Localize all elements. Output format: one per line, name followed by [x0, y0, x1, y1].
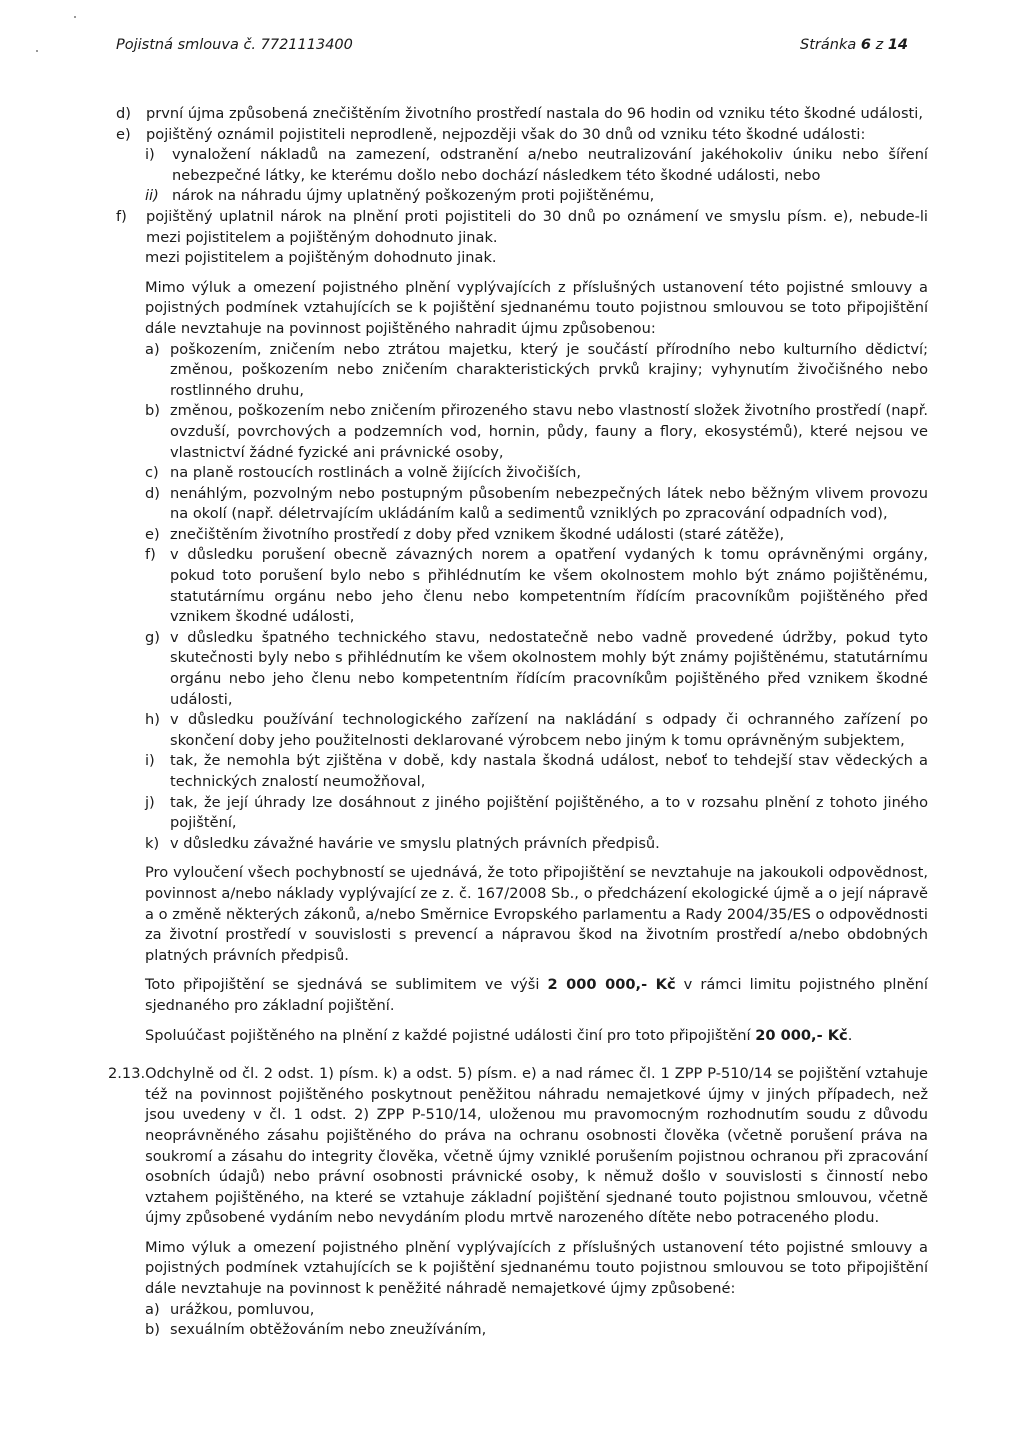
list-text: v důsledku používání technologického zařízení na nakládání s odpady či ochranného zařízení po skončení doby jeho použitelnosti deklarované výrobcem nebo jiným k tomu oprávněným subjektem,	[170, 711, 928, 749]
deductible-text-end: .	[847, 1026, 853, 1044]
list-text: pojištěný uplatnil nárok na plnění proti pojistiteli do 30 dnů po oznámení ve smyslu písm. e), nebude-li mezi pojistitelem a pojištěným dohodnuto jinak.	[146, 207, 928, 246]
contract-number: Pojistná smlouva č. 7721113400	[116, 37, 353, 53]
list-item	[145, 1320, 928, 1341]
list-item	[145, 751, 928, 792]
list-item	[145, 401, 928, 463]
list-text: v důsledku špatného technického stavu, nedostatečně nebo vadně provedené údržby, pokud tyto skutečnosti byly nebo s přihlédnutím ke všem okolnostem mohly být známy pojištěnému, statutárnímu orgánu nebo jeho členu nebo kompetentním řídícím pracovníkům pojištěného před vznikem škodné události,	[170, 628, 928, 708]
list-item	[145, 525, 928, 546]
list-text: znečištěním životního prostředí z doby před vznikem škodné události (staré zátěže),	[170, 525, 785, 543]
list-marker: j)	[145, 793, 155, 811]
sublist-item	[145, 186, 928, 207]
list-item	[116, 125, 928, 146]
list-item	[145, 545, 928, 627]
scan-speck	[74, 16, 76, 18]
list-text: v důsledku porušení obecně závazných norem a opatření vydaných k tomu oprávněnými orgány, pokud toto porušení bylo nebo s přihlédnutím ke všem okolnostem mohlo být známo pojištěnému, statutárnímu orgánu nebo jeho členu nebo kompetentním řídícím pracovníkům pojištěného před vznikem škodné události,	[170, 546, 928, 626]
list-marker: a)	[145, 340, 160, 358]
section-exclusions-list	[0, 1300, 1024, 1341]
list-item	[145, 340, 928, 402]
list-item	[145, 484, 928, 525]
list-item	[145, 793, 928, 834]
sublist-item	[145, 145, 928, 186]
list-item	[145, 1300, 928, 1321]
repeated-line: mezi pojistitelem a pojištěným dohodnuto jinak.	[145, 249, 497, 267]
list-text: nárok na náhradu újmy uplatněný poškozeným proti pojištěnému,	[172, 187, 655, 205]
list-marker: h)	[145, 711, 160, 729]
list-marker: g)	[145, 628, 160, 646]
list-text: tak, že nemohla být zjištěna v době, kdy nastala škodná událost, neboť to tehdejší stav vědeckých a technických znalostí neumožňoval,	[170, 752, 928, 790]
list-item	[145, 463, 928, 484]
page-current: 6	[860, 37, 871, 53]
list-text: nenáhlým, pozvolným nebo postupným působením nebezpečných látek nebo běžným vlivem provozu na okolí (např. déletrvajícím ukládáním kalů a sedimentů vzniklých po zpracování odpadních vod),	[170, 484, 928, 523]
document-body	[0, 104, 1024, 1341]
page-indicator	[800, 35, 908, 56]
list-marker: d)	[116, 105, 131, 122]
list-text: první újma způsobená znečištěním životního prostředí nastala do 96 hodin od vzniku této škodné události,	[146, 105, 923, 122]
sublimit-amount: 2 000 000,- Kč	[547, 976, 676, 994]
list-item	[145, 628, 928, 710]
page-separator: z	[870, 37, 888, 53]
section-number: 2.13.	[108, 1065, 146, 1083]
list-marker: c)	[145, 464, 159, 482]
scan-speck	[36, 50, 38, 52]
exclusions-list	[0, 340, 1024, 855]
list-marker: a)	[145, 1300, 160, 1318]
list-marker: i)	[145, 752, 155, 770]
deductible-amount: 20 000,- Kč	[755, 1026, 848, 1044]
list-text: sexuálním obtěžováním nebo zneužíváním,	[170, 1321, 487, 1339]
list-text: tak, že její úhrady lze dosáhnout z jiného pojištění pojištěného, a to v rozsahu plnění z tohoto jiného pojištění,	[170, 793, 928, 832]
sublimit-paragraph	[145, 975, 928, 1016]
list-item	[116, 207, 928, 248]
list-text: na planě rostoucích rostlinách a volně žijících živočiších,	[170, 464, 582, 482]
section-text: Odchylně od čl. 2 odst. 1) písm. k) a odst. 5) písm. e) a nad rámec čl. 1 ZPP P-510/14 se pojištění vztahuje též na povinnost pojištěného poskytnout peněžitou náhradu nemajetkové újmy v jiných případech, než jsou uvedeny v čl. 1 odst. 2) ZPP P-510/14, uloženou mu pravomocným rozhodnutím soudu z důvodu neoprávněného zásahu pojištěného do práva na ochranu osobnosti člověka (včetně porušení práva na soukromí a zásahu do integrity člověka, včetně újmy vzniklé porušením pojistnou ochranou při zpracování osobních údajů) nebo právní osobnosti právnické osoby, k němuž došlo v souvislosti s činností nebo vztahem pojištěného, na které se vztahuje základní pojištění sjednané touto pojistnou smlouvou, včetně újmy způsobené vydáním nebo nevydáním plodu mrtvě narozeného dítěte nebo potraceného plodu.	[145, 1065, 928, 1227]
list-marker: b)	[145, 1321, 160, 1339]
list-marker: i)	[145, 146, 155, 164]
list-text: změnou, poškozením nebo zničením přirozeného stavu nebo vlastností složek životního prostředí (např. ovzduší, povrchových a podzemních vod, hornin, půdy, fauny a flory, ekosystémů), které nejsou ve vlastnictví žádné fyzické ani právnické osoby,	[170, 402, 928, 461]
list-marker: e)	[116, 125, 131, 143]
section-exclusions-intro: Mimo výluk a omezení pojistného plnění vyplývajících z příslušných ustanovení této pojistné smlouvy a pojistných podmínek vztahujících se k pojištění sjednanému touto pojistnou smlouvou se toto připojištění dále nevztahuje na povinnost k peněžité náhradě nemajetkové újmy způsobené:	[145, 1238, 928, 1298]
list-marker: b)	[145, 402, 160, 420]
list-text: poškozením, zničením nebo ztrátou majetku, který je součástí přírodního nebo kulturního dědictví; změnou, poškozením nebo zničením charakteristických prvků krajiny; vyhynutím živočišného nebo rostlinného druhu,	[170, 340, 928, 399]
list-text: vynaložení nákladů na zamezení, odstranění a/nebo neutralizování jakéhokoliv úniku nebo šíření nebezpečné látky, ke kterému došlo nebo dochází následkem této škodné události, nebo	[172, 146, 928, 184]
list-text: pojištěný oznámil pojistiteli neprodleně, nejpozději však do 30 dnů od vzniku této škodné události:	[146, 125, 866, 143]
list-text: urážkou, pomluvou,	[170, 1300, 315, 1318]
page-header	[116, 35, 908, 57]
list-marker: e)	[145, 525, 160, 543]
deductible-paragraph	[145, 1026, 928, 1047]
list-marker: f)	[116, 207, 127, 225]
list-marker: ii)	[145, 187, 159, 205]
list-text: v důsledku závažné havárie ve smyslu platných právních předpisů.	[170, 834, 660, 852]
list-item	[145, 834, 928, 855]
exclusions-intro: Mimo výluk a omezení pojistného plnění vyplývajících z příslušných ustanovení této pojistné smlouvy a pojistných podmínek vztahujících se k pojištění sjednanému touto pojistnou smlouvou se toto připojištění dále nevztahuje na povinnost pojištěného nahradit újmu způsobenou:	[145, 278, 928, 337]
list-marker: d)	[145, 484, 160, 502]
list-marker: k)	[145, 834, 160, 852]
deductible-text: Spoluúčast pojištěného na plnění z každé pojistné události činí pro toto připojištění	[145, 1026, 756, 1044]
page-label: Stránka	[800, 37, 861, 53]
sublimit-text-end: v rámci limitu pojistného plnění sjednaného pro základní pojištění.	[145, 976, 928, 1014]
clarification-paragraph: Pro vyloučení všech pochybností se ujednává, že toto připojištění se nevztahuje na jakoukoli odpovědnost, povinnost a/nebo náklady vyplývající ze z. č. 167/2008 Sb., o předcházení ekologické újmě a o její nápravě a o změně některých zákonů, a/nebo Směrnice Evropského parlamentu a Rady 2004/35/ES o odpovědnosti za životní prostředí v souvislosti s prevencí a nápravou škod na životním prostředí a/nebo obdobných platných právních předpisů.	[145, 864, 928, 964]
section-2-13	[108, 1064, 928, 1229]
sublimit-text: Toto připojištění se sjednává se sublimitem ve výši	[145, 976, 548, 994]
list-item	[116, 104, 928, 125]
list-item	[145, 710, 928, 751]
list-marker: f)	[145, 546, 156, 564]
page-total: 14	[887, 37, 908, 53]
